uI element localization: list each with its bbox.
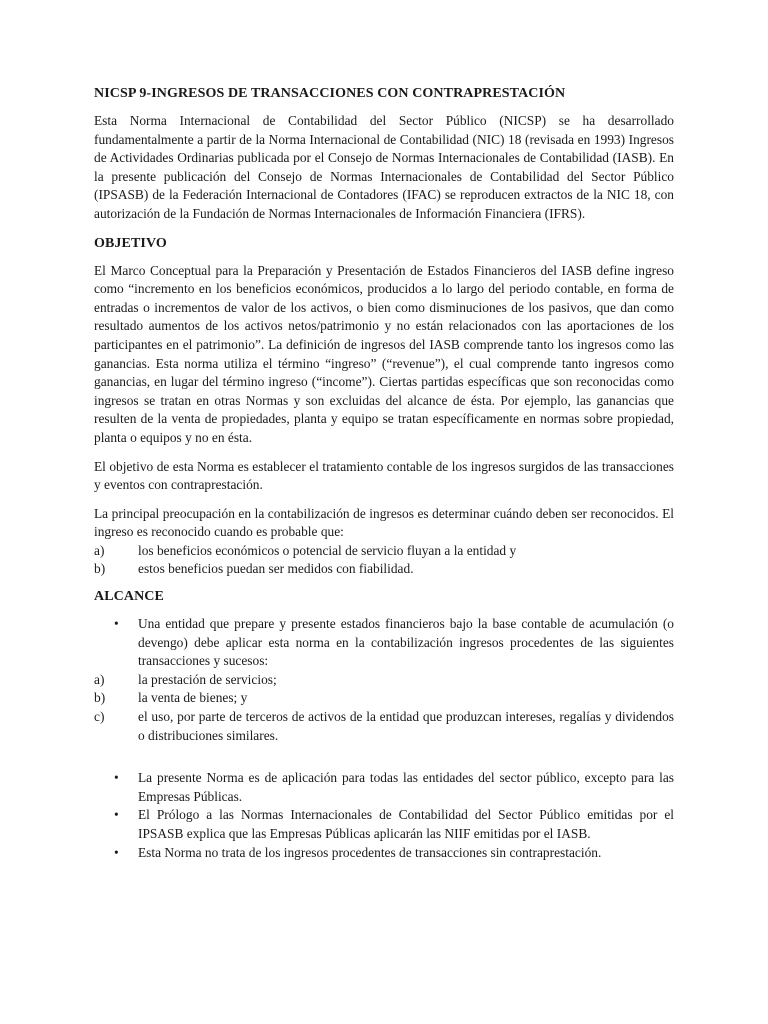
bullet-icon: • <box>114 807 119 823</box>
bullet-text: El Prólogo a las Normas Internacionales de Contabilidad del Sector Público emitidas por el IPSASB explica que las Empresas Públicas aplicarán las NIIF emitidas por el IASB. <box>138 807 674 841</box>
objetivo-heading: OBJETIVO <box>94 235 167 251</box>
list-item <box>94 671 674 690</box>
bullet-item <box>94 769 674 806</box>
document-title: NICSP 9-INGRESOS DE TRANSACCIONES CON CONTRAPRESTACIÓN <box>94 86 566 101</box>
bullet-icon: • <box>114 844 119 860</box>
alcance-heading: ALCANCE <box>94 589 164 605</box>
list-item <box>94 542 674 561</box>
alcance-bullet-list-2 <box>94 769 674 862</box>
list-marker: a) <box>94 542 105 558</box>
bullet-item <box>94 806 674 843</box>
list-item-text: los beneficios económicos o potencial de servicio fluyan a la entidad y <box>138 542 517 558</box>
alcance-bullet-list-1 <box>94 615 674 671</box>
spacer <box>94 753 674 769</box>
list-item <box>94 560 674 579</box>
list-marker: b) <box>94 690 106 706</box>
bullet-icon: • <box>114 770 119 786</box>
list-item-text: la venta de bienes; y <box>138 690 248 706</box>
objetivo-paragraph-2: El objetivo de esta Norma es establecer el tratamiento contable de los ingresos surgidos de las transacciones y eventos con contraprestación. <box>94 458 674 493</box>
bullet-text: La presente Norma es de aplicación para todas las entidades del sector público, excepto para las Empresas Públicas. <box>138 770 674 804</box>
bullet-text: Una entidad que prepare y presente estados financieros bajo la base contable de acumulación (o devengo) debe aplicar esta norma en la contabilización ingresos procedentes de las siguientes transacciones y sucesos: <box>138 616 674 669</box>
bullet-item <box>94 615 674 671</box>
bullet-item <box>94 844 674 863</box>
list-item <box>94 689 674 708</box>
list-item <box>94 708 674 745</box>
list-item-text: el uso, por parte de terceros de activos de la entidad que produzcan intereses, regalías y dividendos o distribuciones similares. <box>138 709 674 743</box>
objetivo-paragraph-3: La principal preocupación en la contabilización de ingresos es determinar cuándo deben ser reconocidos. El ingreso es reconocido cuando es probable que: <box>94 505 674 540</box>
list-item-text: la prestación de servicios; <box>138 671 277 687</box>
list-marker: b) <box>94 561 106 577</box>
bullet-icon: • <box>114 616 119 632</box>
list-item-text: estos beneficios puedan ser medidos con fiabilidad. <box>138 561 414 577</box>
bullet-text: Esta Norma no trata de los ingresos procedentes de transacciones sin contraprestación. <box>138 844 602 860</box>
recognition-criteria-list <box>94 542 674 579</box>
list-marker: a) <box>94 671 105 687</box>
alcance-transactions-list <box>94 671 674 745</box>
list-marker: c) <box>94 709 105 725</box>
objetivo-paragraph-1: El Marco Conceptual para la Preparación y Presentación de Estados Financieros del IASB define ingreso como “incremento en los beneficios económicos, producidos a lo largo del periodo contable, en forma de entradas o incrementos de valor de los activos, o bien como disminuciones de los pasivos, que dan como resultado aumentos de los activos netos/patrimonio y no están relacionados con las aportaciones de los participantes en el patrimonio”. La definición de ingresos del IASB comprende tanto los ingresos como las ganancias. Esta norma utiliza el término “ingreso” (“revenue”), el cual comprende tanto ingresos como ganancias, en lugar del término ingreso (“income”). Ciertas partidas específicas que son reconocidas como ingresos se tratan en otras Normas y son excluidas del alcance de ésta. Por ejemplo, las ganancias que resulten de la venta de propiedades, planta y equipo se tratan específicamente en normas sobre propiedad, planta o equipos y no en ésta. <box>94 262 674 445</box>
intro-paragraph: Esta Norma Internacional de Contabilidad del Sector Público (NICSP) se ha desarrollado fundamentalmente a partir de la Norma Internacional de Contabilidad (NIC) 18 (revisada en 1993) Ingresos de Actividades Ordinarias publicada por el Consejo de Normas Internacionales de Contabilidad (IASB). En la presente publicación del Consejo de Normas Internacionales de Contabilidad del Sector Público (IPSASB) de la Federación Internacional de Contadores (IFAC) se reproducen extractos de la NIC 18, con autorización de la Fundación de Normas Internacionales de Información Financiera (IFRS). <box>94 113 674 221</box>
